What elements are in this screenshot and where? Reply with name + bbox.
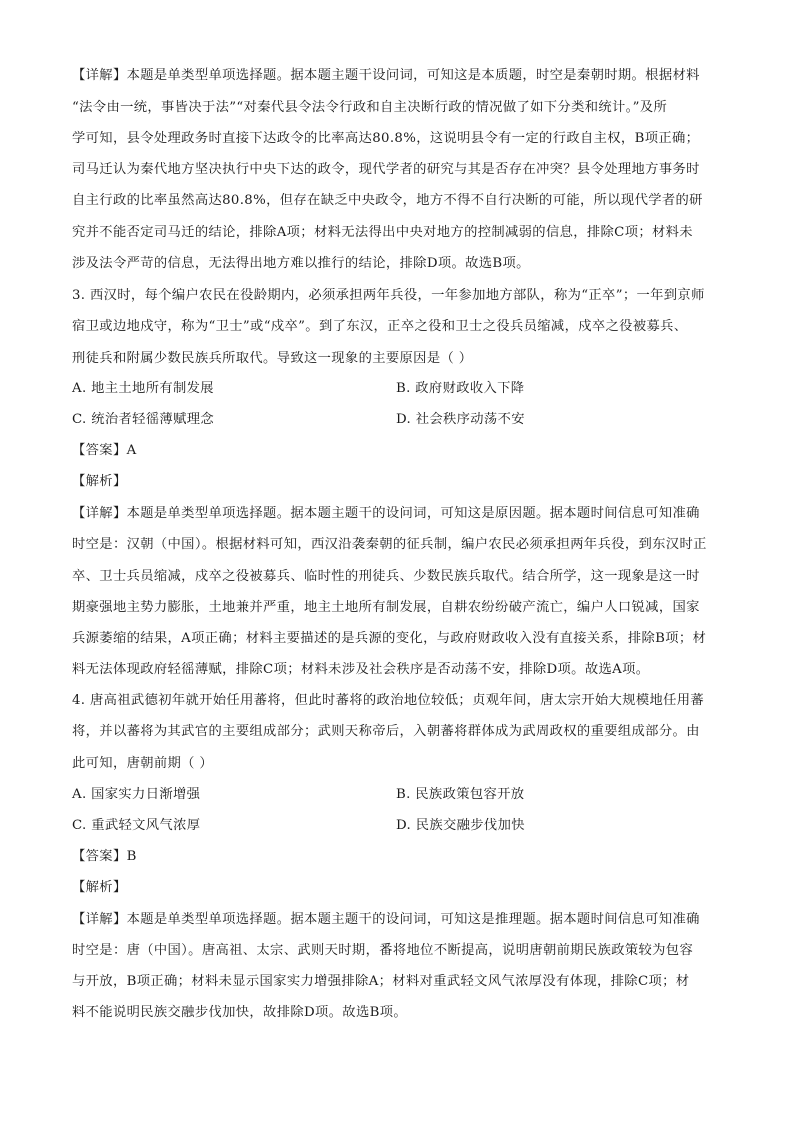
detail-line: 涉及法令严苛的信息，无法得出地方难以推行的结论，排除D项。故选B项。 [72,256,530,271]
detail-line: 究并不能否定司马迁的结论，排除A项；材料无法得出中央对地方的控制减弱的信息，排除C项；材料未 [72,225,693,240]
question-4-detail: 与开放，B项正确；材料未显示国家实力增强排除A；材料对重武轻文风气浓厚没有体现，排除C项；材 [72,974,690,989]
question-3-answer: 【答案】A [72,443,137,458]
question-3-option-d: D. 社会秩序动荡不安 [396,412,525,427]
question-4-option-b: B. 民族政策包容开放 [396,787,525,802]
question-3-stem: 刑徒兵和附属少数民族兵所取代。导致这一现象的主要原因是（ ） [72,351,473,366]
question-3-option-c: C. 统治者轻徭薄赋理念 [72,412,215,427]
question-4-option-a: A. 国家实力日渐增强 [72,787,201,802]
question-4-detail: 时空是：唐（中国）。唐高祖、太宗、武则天时期，番将地位不断提高，说明唐朝前期民族政策较为包容 [72,943,694,958]
question-4-stem: 4. 唐高祖武德初年就开始任用蕃将，但此时蕃将的政治地位较低；贞观年间，唐太宗开始大规模地任用蕃 [72,693,705,708]
question-3-detail: 兵源萎缩的结果，A项正确；材料主要描述的是兵源的变化，与政府财政收入没有直接关系，排除B项；材 [72,631,707,646]
detail-line: 学可知，县令处理政务时直接下达政令的比率高达80.8%，这说明县令有一定的行政自主权，B项正确； [72,131,700,146]
question-4-stem: 此可知，唐朝前期（ ） [72,756,214,771]
detail-line: “法令由一统，事皆决于法”“对秦代县令法令行政和自主决断行政的情况做了如下分类和统计。”及所 [72,100,668,115]
question-4-detail: 料不能说明民族交融步伐加快，故排除D项。故选B项。 [72,1005,408,1020]
question-4-analysis-label: 【解析】 [72,880,127,895]
detail-line: 自主行政的比率虽然高达80.8%，但存在缺乏中央政令，地方不得不自行决断的可能，所以现代学者的研 [72,193,703,208]
question-4-detail: 【详解】本题是单类型单项选择题。据本题主题干的设问词，可知这是推理题。据本题时间信息可知准确 [72,912,700,927]
question-3-detail: 料无法体现政府轻徭薄赋，排除C项；材料未涉及社会秩序是否动荡不安，排除D项。故选A项。 [72,662,650,677]
question-3-detail: 期豪强地主势力膨胀，土地兼并严重，地主土地所有制发展，自耕农纷纷破产流亡，编户人口锐减，国家 [72,600,700,615]
question-3-detail: 【详解】本题是单类型单项选择题。据本题主题干的设问词，可知这是原因题。据本题时间信息可知准确 [72,506,700,521]
question-4-option-c: C. 重武轻文风气浓厚 [72,818,201,833]
question-3-option-b: B. 政府财政收入下降 [396,381,525,396]
question-3-stem: 3. 西汉时，每个编户农民在役龄期内，必须承担两年兵役，一年参加地方部队，称为“正卒”；一年到京师 [72,288,705,303]
question-3-option-a: A. 地主土地所有制发展 [72,381,214,396]
question-4-answer: 【答案】B [72,849,137,864]
question-3-stem: 宿卫或边地戍守，称为“卫士”或“戍卒”。到了东汉，正卒之役和卫士之役兵员缩减，戍卒之役被募兵、 [72,319,688,334]
question-4-stem: 将，并以蕃将为其武官的主要组成部分；武则天称帝后，入朝蕃将群体成为武周政权的重要组成部分。由 [72,724,700,739]
question-3-analysis-label: 【解析】 [72,474,127,489]
question-4-option-d: D. 民族交融步伐加快 [396,818,525,833]
detail-line: 【详解】本题是单类型单项选择题。据本题主题干设问词，可知这是本质题，时空是秦朝时期。根据材料 [72,68,700,83]
question-3-detail: 时空是：汉朝（中国）。根据材料可知，西汉沿袭秦朝的征兵制，编户农民必须承担两年兵役，到东汉时正 [72,537,707,552]
question-3-detail: 卒、卫士兵员缩减，戍卒之役被募兵、临时性的刑徒兵、少数民族兵取代。结合所学，这一现象是这一时 [72,569,700,584]
detail-line: 司马迁认为秦代地方坚决执行中央下达的政令，现代学者的研究与其是否存在冲突？县令处理地方事务时 [72,162,700,177]
